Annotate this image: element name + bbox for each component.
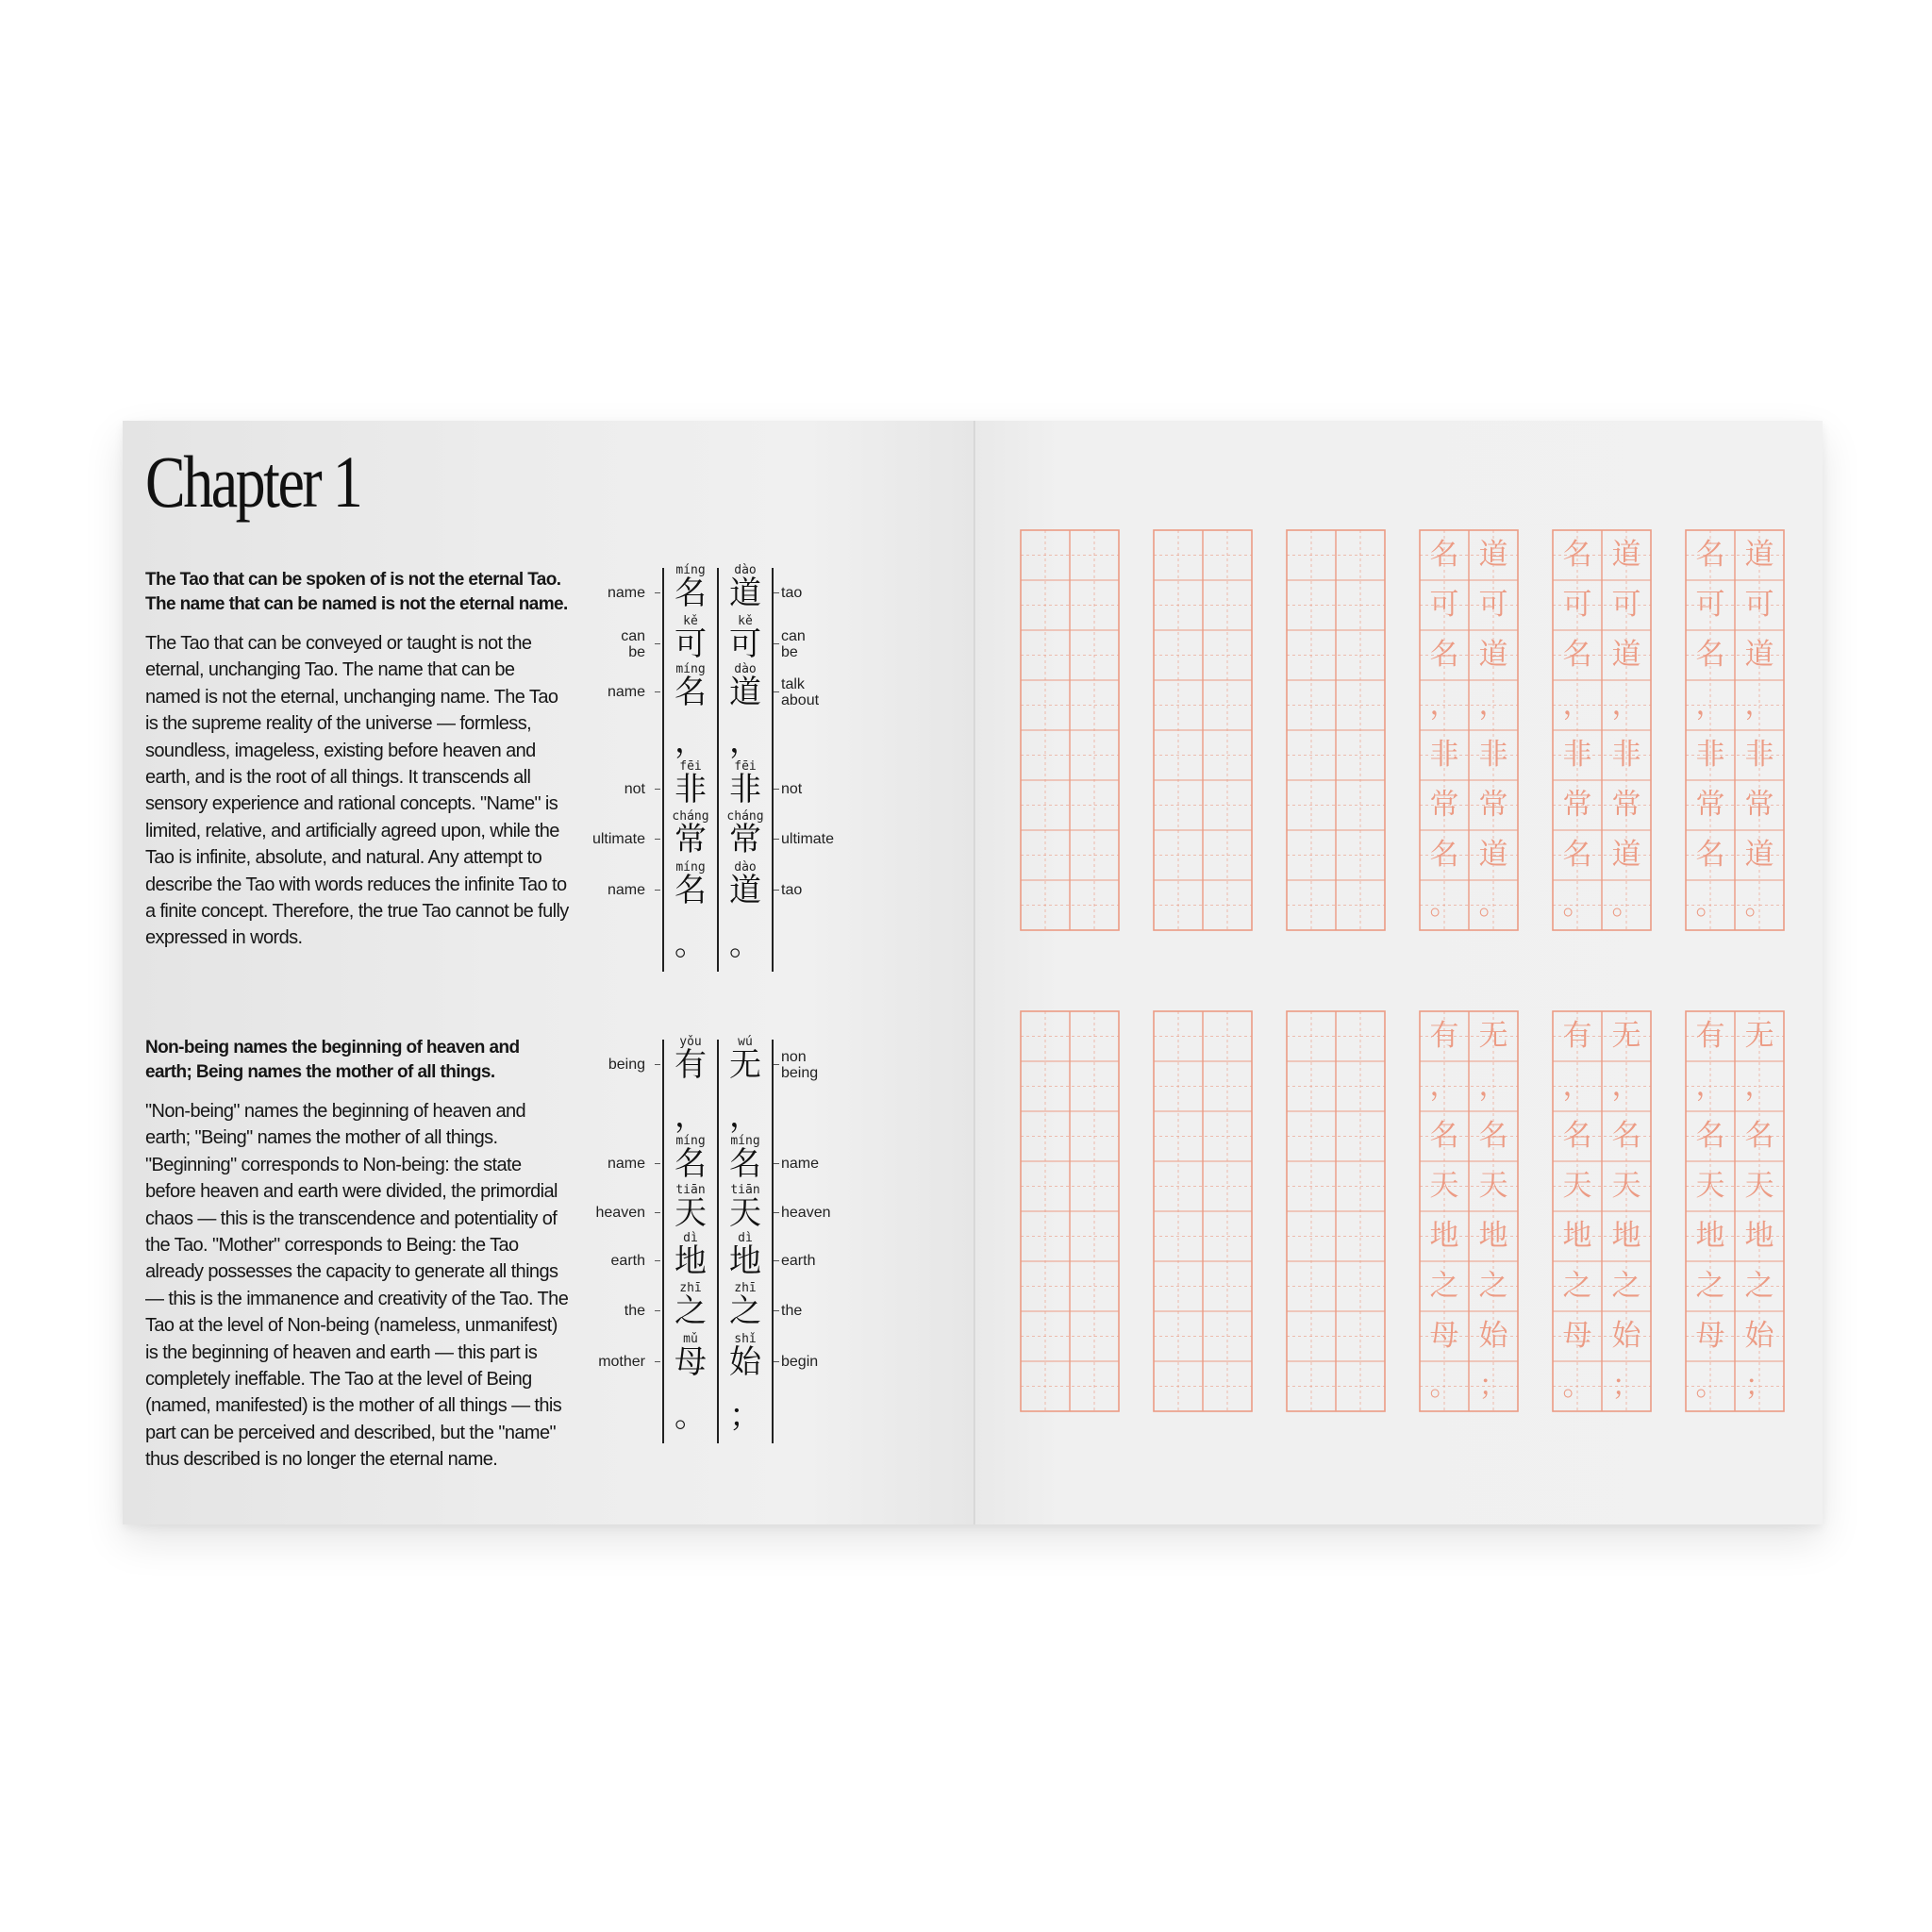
tracing-character: 名	[1562, 638, 1592, 672]
hanzi-right: 常	[729, 821, 761, 858]
gloss-dash	[774, 1310, 779, 1311]
tracing-character: 之	[1429, 1269, 1459, 1303]
tracing-character: 之	[1744, 1269, 1774, 1303]
hanzi-left: 名	[675, 1145, 707, 1183]
hanzi-left: ，	[675, 1097, 707, 1135]
tracing-character: 非	[1562, 738, 1592, 772]
pinyin-left: zhī	[679, 1281, 702, 1295]
tracing-character: ，	[1695, 1069, 1725, 1103]
tracing-character: 名	[1695, 838, 1725, 872]
chapter-title: Chapter 1	[145, 441, 361, 523]
gloss-right: begin	[781, 1354, 819, 1370]
tracing-character: 名	[1744, 1119, 1774, 1153]
gloss-right: ultimate	[781, 831, 835, 847]
gloss-right: tao	[781, 882, 803, 898]
pinyin-left: kě	[683, 614, 698, 628]
pinyin-left: dì	[683, 1231, 698, 1245]
hanzi-left: 之	[675, 1292, 707, 1330]
tracing-character: 可	[1562, 588, 1592, 622]
tracing-character: 。	[1429, 888, 1459, 922]
pinyin-right: míng	[730, 1134, 760, 1148]
gloss-left: earth	[610, 1253, 645, 1269]
tracing-character: 母	[1562, 1319, 1592, 1353]
pinyin-left: yǒu	[679, 1035, 702, 1049]
gloss-dash	[774, 691, 779, 692]
gloss-right: can be	[781, 628, 806, 660]
pinyin-left: míng	[675, 563, 706, 577]
gloss-right: earth	[781, 1253, 816, 1269]
interlinear-block-2	[595, 1032, 962, 1447]
tracing-character: 有	[1429, 1019, 1459, 1053]
hanzi-left: 可	[675, 625, 707, 663]
tracing-character: ，	[1611, 688, 1641, 722]
tracing-character: 道	[1611, 538, 1641, 572]
gloss-left: name	[607, 882, 645, 898]
tracing-character: 道	[1611, 638, 1641, 672]
tracing-character: 地	[1429, 1219, 1459, 1253]
hanzi-left: ，	[675, 723, 707, 760]
gloss-dash	[774, 1212, 779, 1213]
gloss-left: can be	[621, 628, 645, 660]
tracing-character: 地	[1562, 1219, 1592, 1253]
hanzi-right: 名	[729, 1145, 761, 1183]
tracing-character: 名	[1478, 1119, 1508, 1153]
tracing-character: 非	[1695, 738, 1725, 772]
hanzi-right: ；	[729, 1397, 761, 1435]
gloss-dash	[774, 1361, 779, 1362]
gloss-left: not	[624, 781, 645, 797]
gloss-left: name	[607, 1156, 645, 1172]
tracing-character: 名	[1429, 538, 1459, 572]
tracing-character: ；	[1611, 1369, 1641, 1403]
tracing-character: 名	[1611, 1119, 1641, 1153]
gloss-dash	[655, 1212, 660, 1213]
tracing-character: ，	[1478, 1069, 1508, 1103]
tracing-character: 之	[1562, 1269, 1592, 1303]
gloss-dash	[774, 592, 779, 593]
tracing-character: 名	[1695, 538, 1725, 572]
pinyin-right: dào	[734, 860, 757, 874]
tracing-character: ，	[1429, 1069, 1459, 1103]
hanzi-right: 之	[729, 1292, 761, 1330]
pinyin-right: cháng	[726, 809, 764, 824]
pinyin-left: míng	[675, 860, 706, 874]
tracing-character: ，	[1695, 688, 1725, 722]
gloss-dash	[774, 890, 779, 891]
pinyin-right: fēi	[734, 759, 757, 774]
tracing-character: 道	[1611, 838, 1641, 872]
tracing-character: ；	[1744, 1369, 1774, 1403]
hanzi-right: 道	[729, 575, 761, 612]
column-rule	[662, 1040, 664, 1443]
hanzi-right: 始	[729, 1343, 761, 1381]
tracing-character: 可	[1695, 588, 1725, 622]
gloss-dash	[655, 890, 660, 891]
tracing-character: 母	[1695, 1319, 1725, 1353]
tracing-character: 天	[1478, 1169, 1508, 1203]
tracing-character: 。	[1562, 888, 1592, 922]
gloss-right: tao	[781, 585, 803, 601]
tracing-character: 有	[1695, 1019, 1725, 1053]
pinyin-right: shǐ	[734, 1332, 757, 1346]
gloss-dash	[655, 789, 660, 790]
gloss-left: ultimate	[591, 831, 645, 847]
pinyin-right: wú	[738, 1035, 753, 1049]
tracing-character: 名	[1429, 638, 1459, 672]
tracing-character: 非	[1478, 738, 1508, 772]
tracing-character: 名	[1429, 838, 1459, 872]
section-1-text	[145, 568, 570, 952]
hanzi-left: 非	[675, 771, 707, 808]
tracing-character: 母	[1429, 1319, 1459, 1353]
gloss-left: heaven	[595, 1205, 645, 1221]
tracing-character: 常	[1429, 788, 1459, 822]
tracing-character: 。	[1478, 888, 1508, 922]
tracing-character: 常	[1611, 788, 1641, 822]
section-1-lead: The Tao that can be spoken of is not the eternal Tao. The name that can be named is not the eternal name.	[145, 570, 568, 614]
tracing-character: 地	[1744, 1219, 1774, 1253]
tracing-character: 非	[1429, 738, 1459, 772]
tracing-character: 名	[1562, 838, 1592, 872]
hanzi-right: ，	[729, 723, 761, 760]
gloss-right: not	[781, 781, 803, 797]
pinyin-left: míng	[675, 1134, 706, 1148]
tracing-character: 之	[1611, 1269, 1641, 1303]
hanzi-right: 道	[729, 872, 761, 909]
gloss-right: the	[781, 1303, 803, 1319]
tracing-character: 之	[1695, 1269, 1725, 1303]
hanzi-left: 母	[675, 1343, 707, 1381]
gloss-left: being	[608, 1057, 645, 1073]
tracing-character: 道	[1744, 838, 1774, 872]
tracing-character: 名	[1562, 1119, 1592, 1153]
gloss-dash	[774, 789, 779, 790]
left-page	[123, 421, 975, 1524]
tracing-character: 道	[1478, 838, 1508, 872]
gloss-right: name	[781, 1156, 820, 1172]
hanzi-right: 无	[729, 1046, 761, 1084]
tracing-character: 始	[1478, 1319, 1508, 1353]
gloss-dash	[655, 1064, 660, 1065]
tracing-character: 无	[1611, 1019, 1641, 1053]
gloss-dash	[774, 1163, 779, 1164]
section-2-lead: Non-being names the beginning of heaven and earth; Being names the mother of all things.	[145, 1038, 520, 1082]
column-rule	[717, 1040, 719, 1443]
gloss-dash	[655, 839, 660, 840]
tracing-character: 可	[1744, 588, 1774, 622]
tracing-character: 道	[1744, 638, 1774, 672]
gloss-dash	[655, 691, 660, 692]
tracing-character: 道	[1478, 538, 1508, 572]
tracing-character: 名	[1695, 1119, 1725, 1153]
tracing-character: 非	[1611, 738, 1641, 772]
tracing-character: 天	[1744, 1169, 1774, 1203]
tracing-character: ，	[1744, 1069, 1774, 1103]
gloss-left: the	[624, 1303, 645, 1319]
tracing-character: 。	[1611, 888, 1641, 922]
book-spread	[123, 421, 1823, 1524]
hanzi-left: 。	[675, 1397, 707, 1435]
tracing-character: 天	[1611, 1169, 1641, 1203]
tracing-character: 无	[1744, 1019, 1774, 1053]
gloss-left: name	[607, 585, 645, 601]
tracing-character: 常	[1695, 788, 1725, 822]
hanzi-right: 地	[729, 1242, 761, 1280]
interlinear-block-1	[591, 560, 962, 975]
pinyin-right: zhī	[734, 1281, 757, 1295]
tracing-character: 常	[1562, 788, 1592, 822]
gloss-dash	[774, 1064, 779, 1065]
tracing-character: ，	[1611, 1069, 1641, 1103]
tracing-character: ，	[1478, 688, 1508, 722]
gloss-dash	[774, 839, 779, 840]
tracing-character: 有	[1562, 1019, 1592, 1053]
tracing-character: 天	[1562, 1169, 1592, 1203]
hanzi-left: 有	[675, 1046, 707, 1084]
gloss-dash	[655, 1310, 660, 1311]
hanzi-right: 道	[729, 674, 761, 711]
tracing-character: 。	[1695, 888, 1725, 922]
pinyin-right: dào	[734, 563, 757, 577]
pinyin-right: dì	[738, 1231, 753, 1245]
hanzi-left: 常	[675, 821, 707, 858]
tracing-character: 天	[1695, 1169, 1725, 1203]
tracing-character: 道	[1744, 538, 1774, 572]
pinyin-right: dào	[734, 662, 757, 676]
tracing-character: 名	[1562, 538, 1592, 572]
gloss-dash	[655, 1361, 660, 1362]
gloss-right: heaven	[781, 1205, 831, 1221]
tracing-character: 。	[1744, 888, 1774, 922]
pinyin-right: tiān	[730, 1183, 760, 1197]
pinyin-left: fēi	[679, 759, 702, 774]
tracing-character: 。	[1429, 1369, 1459, 1403]
tracing-character: ，	[1429, 688, 1459, 722]
tracing-character: 始	[1611, 1319, 1641, 1353]
tracing-character: 常	[1478, 788, 1508, 822]
column-rule	[717, 568, 719, 972]
right-page	[975, 421, 1823, 1524]
tracing-character: 道	[1478, 638, 1508, 672]
tracing-character: ，	[1562, 1069, 1592, 1103]
pinyin-right: kě	[738, 614, 753, 628]
pinyin-left: míng	[675, 662, 706, 676]
tracing-character: ，	[1562, 688, 1592, 722]
pinyin-left: cháng	[672, 809, 709, 824]
hanzi-right: 天	[729, 1194, 761, 1232]
gloss-left: mother	[598, 1354, 645, 1370]
tracing-character: ，	[1744, 688, 1774, 722]
gloss-right: non being	[781, 1049, 819, 1081]
column-rule	[662, 568, 664, 972]
hanzi-right: 。	[729, 925, 761, 963]
tracing-character: 地	[1478, 1219, 1508, 1253]
pinyin-left: mǔ	[683, 1332, 698, 1346]
tracing-character: 可	[1429, 588, 1459, 622]
tracing-character: ；	[1478, 1369, 1508, 1403]
gloss-dash	[655, 592, 660, 593]
hanzi-right: 非	[729, 771, 761, 808]
tracing-character: 非	[1744, 738, 1774, 772]
tracing-character: 。	[1562, 1369, 1592, 1403]
hanzi-right: ，	[729, 1097, 761, 1135]
hanzi-left: 地	[675, 1242, 707, 1280]
tracing-character: 之	[1478, 1269, 1508, 1303]
tracing-character: 常	[1744, 788, 1774, 822]
tracing-character: 。	[1695, 1369, 1725, 1403]
hanzi-left: 名	[675, 674, 707, 711]
tracing-character: 地	[1611, 1219, 1641, 1253]
gloss-dash	[655, 1163, 660, 1164]
section-2-text	[145, 1036, 570, 1474]
column-rule	[772, 568, 774, 972]
section-1-body: The Tao that can be conveyed or taught is not the eternal, unchanging Tao. The name that can be named is not the eternal, unchanging name. The Tao is the supreme reality of the universe — formless, soundless, imageless, existing before heaven and earth, and is the root of all things. It transcends all sensory experience and rational concepts. "Name" is limited, relative, and artificially agreed upon, while the Tao is infinite, absolute, and natural. Any attempt to describe the Tao with words reduces the infinite Tao to a finite concept. Therefore, the true Tao cannot be fully expressed in words.	[145, 633, 569, 949]
tracing-character: 地	[1695, 1219, 1725, 1253]
tracing-character: 可	[1611, 588, 1641, 622]
hanzi-right: 可	[729, 625, 761, 663]
hanzi-left: 天	[675, 1194, 707, 1232]
gloss-dash	[774, 1260, 779, 1261]
gloss-dash	[774, 643, 779, 644]
gloss-dash	[655, 643, 660, 644]
tracing-character: 名	[1429, 1119, 1459, 1153]
gloss-dash	[655, 1260, 660, 1261]
tracing-character: 始	[1744, 1319, 1774, 1353]
pinyin-left: tiān	[675, 1183, 706, 1197]
hanzi-left: 。	[675, 925, 707, 963]
gloss-right: talk about	[781, 676, 820, 708]
tracing-character: 天	[1429, 1169, 1459, 1203]
gloss-left: name	[607, 684, 645, 700]
hanzi-left: 名	[675, 872, 707, 909]
tracing-character: 无	[1478, 1019, 1508, 1053]
column-rule	[772, 1040, 774, 1443]
hanzi-left: 名	[675, 575, 707, 612]
section-2-body: "Non-being" names the beginning of heaven and earth; "Being" names the mother of all things. "Beginning" corresponds to Non-being: the state before heaven and earth were divided, the primordial chaos — this is the transcendence and potentiality of the Tao. "Mother" corresponds to Being: the Tao already possesses the capacity to generate all things — this is the immanence and creativity of the Tao. The Tao at the level of Non-being (nameless, unmanifest) is the beginning of heaven and earth — this part is completely ineffable. The Tao at the level of Being (named, manifested) is the mother of all things — this part can be perceived and described, but the "name" thus described is no longer the eternal name.	[145, 1101, 569, 1471]
tracing-character: 名	[1695, 638, 1725, 672]
tracing-character: 可	[1478, 588, 1508, 622]
